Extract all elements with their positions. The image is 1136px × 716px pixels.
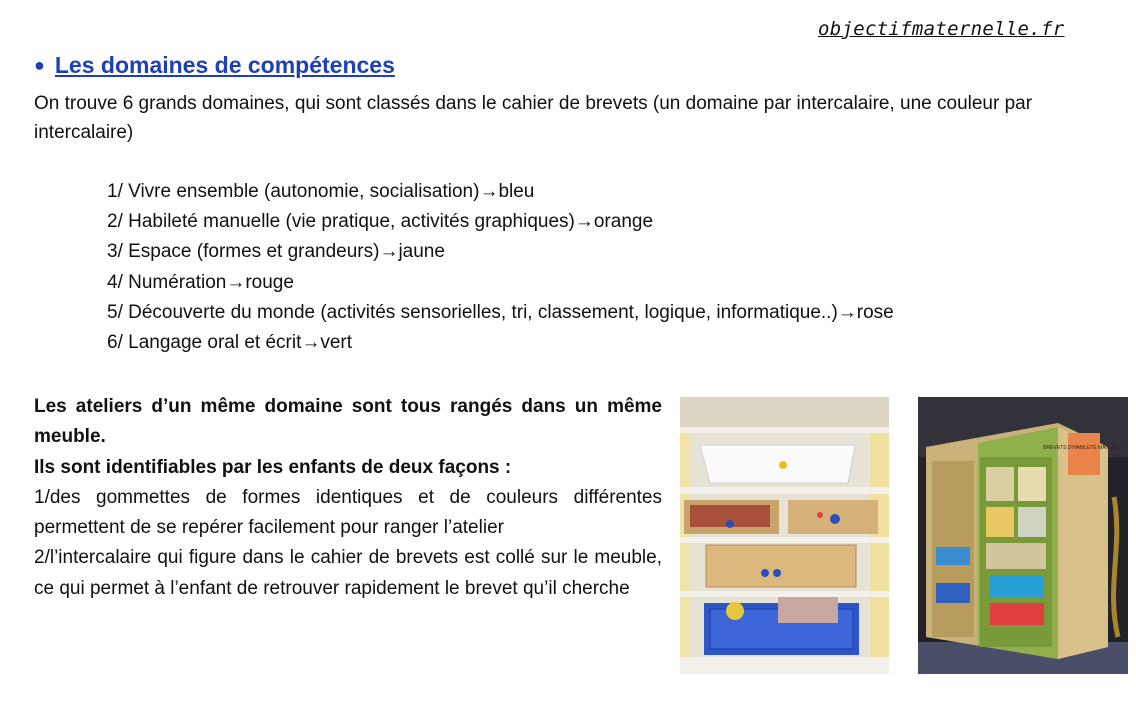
shelf-label-text: BREVETS D'HABILETÉ MANUELLE xyxy=(1043,445,1125,451)
section-heading xyxy=(34,52,395,79)
ateliers-item-1: 1/des gommettes de formes identiques et de couleurs différentes permettent de se repérer facilement pour ranger l’atelier xyxy=(34,486,662,539)
ateliers-item-2: 2/l’intercalaire qui figure dans le cahier de brevets est collé sur le meuble, ce qui permet à l’enfant de retrouver rapidement le brevet qu’il cherche xyxy=(34,547,662,599)
domain-item: 2/ Habileté manuelle (vie pratique, activités graphiques)→orange xyxy=(107,211,654,233)
ateliers-line-1: Les ateliers d’un même domaine sont tous rangés dans un même meuble. xyxy=(34,396,662,448)
intro-paragraph: On trouve 6 grands domaines, qui sont classés dans le cahier de brevets (un domaine par intercalaire, une couleur par intercalaire) xyxy=(34,93,1033,143)
domain-item: 1/ Vivre ensemble (autonomie, socialisation)→bleu xyxy=(107,181,535,202)
domain-item: 6/ Langage oral et écrit→vert xyxy=(107,332,353,354)
domain-list xyxy=(107,177,894,358)
domain-item: 5/ Découverte du monde (activités sensorielles, tri, classement, logique, informatique..)→rose xyxy=(107,301,894,323)
classroom-shelf-photo xyxy=(918,397,1128,674)
shelf-photo xyxy=(680,397,889,674)
classroom-shelf-drawing xyxy=(918,397,1128,674)
ateliers-text xyxy=(34,392,662,604)
section-title: Les domaines de compétences xyxy=(54,52,395,78)
domain-item: 4/ Numération→rouge xyxy=(107,271,294,293)
ateliers-line-2: Ils sont identifiables par les enfants de deux façons : xyxy=(34,456,512,478)
site-name: objectifmaternelle.fr xyxy=(818,18,1065,40)
domain-item: 3/ Espace (formes et grandeurs)→jaune xyxy=(107,241,445,263)
bullet-icon: ● xyxy=(34,55,45,75)
shelf-photo-drawing xyxy=(680,397,889,674)
